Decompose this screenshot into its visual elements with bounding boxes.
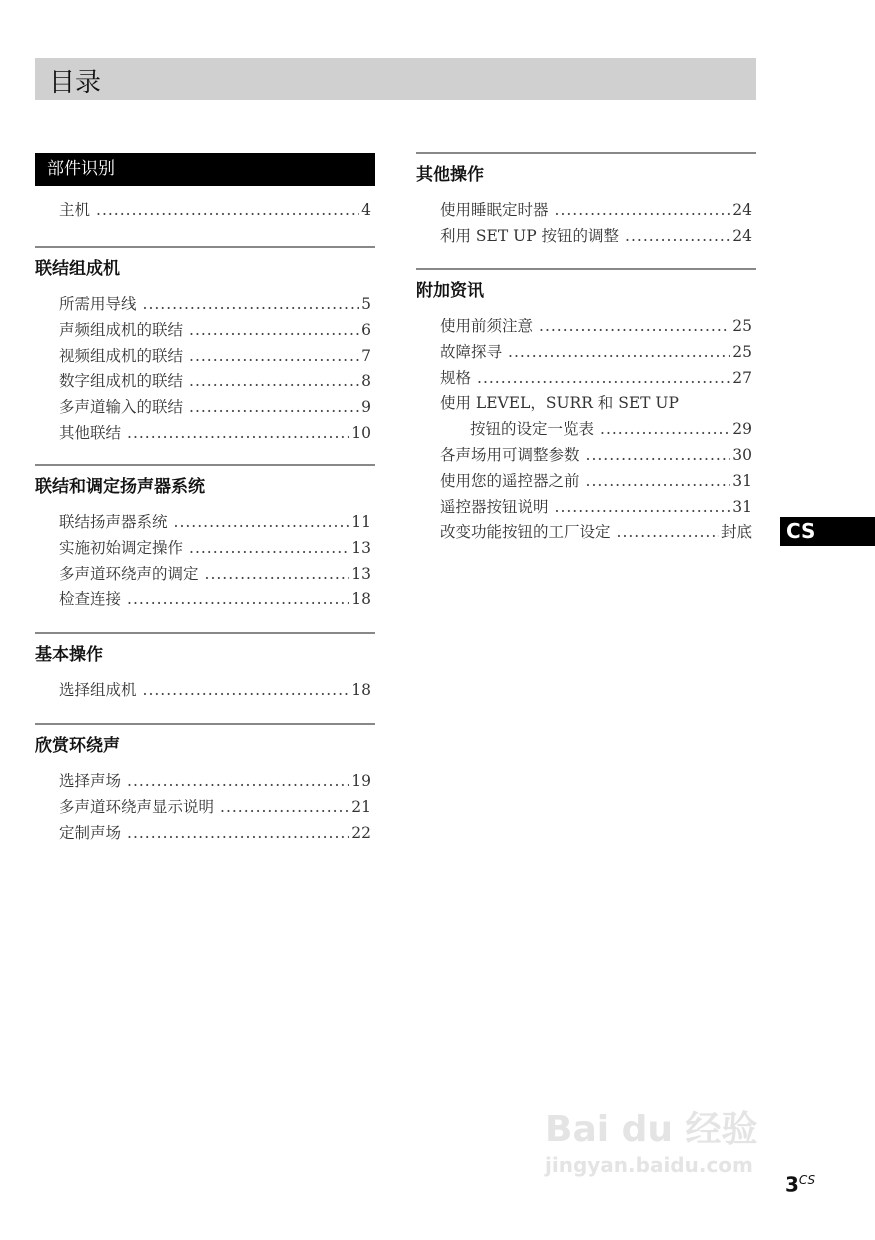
- watermark-url: jingyan.baidu.com: [545, 1153, 753, 1177]
- toc-entry-page: 10: [351, 423, 371, 442]
- section-heading: 联结组成机: [35, 259, 120, 279]
- toc-entry-label: 多声道环绕声的调定: [59, 564, 199, 583]
- toc-entry-label: 主机: [59, 201, 91, 219]
- toc-entry[interactable]: [59, 421, 371, 447]
- section-heading: 基本操作: [35, 645, 103, 665]
- section-heading: 部件识别: [35, 153, 375, 186]
- toc-entries: [35, 198, 375, 224]
- toc-entry[interactable]: [59, 198, 371, 224]
- dot-leader: [174, 510, 350, 536]
- watermark-logo-text: Bai du 经验: [545, 1109, 758, 1150]
- dot-leader: [617, 520, 719, 546]
- dot-leader: [477, 366, 730, 392]
- dot-leader: [127, 421, 349, 447]
- toc-entry[interactable]: [59, 536, 371, 562]
- toc-entry-label: 声频组成机的联结: [59, 320, 184, 339]
- toc-entry-label: 各声场用可调整参数: [440, 445, 580, 464]
- dot-leader: [555, 495, 731, 521]
- dot-leader: [189, 344, 359, 370]
- section-divider: [35, 723, 375, 725]
- toc-entries: [416, 314, 756, 546]
- toc-entry-page: 6: [361, 320, 371, 339]
- toc-entry-page: 30: [732, 445, 752, 464]
- toc-entry-page: 18: [351, 681, 371, 699]
- toc-entry-label: 其他联结: [59, 423, 122, 442]
- toc-entry-page: 4: [361, 201, 371, 219]
- dot-leader: [189, 318, 359, 344]
- toc-entry[interactable]: [440, 198, 752, 224]
- section-divider: [35, 246, 375, 248]
- toc-entry[interactable]: [59, 292, 371, 318]
- toc-entry-label: 检查连接: [59, 590, 122, 609]
- dot-leader: [539, 314, 730, 340]
- toc-entries: [35, 769, 375, 846]
- toc-entry-page: 13: [351, 564, 371, 583]
- toc-entry-page: 31: [732, 471, 752, 490]
- language-tab: CS: [780, 517, 875, 546]
- toc-entry-page: 18: [351, 590, 371, 609]
- toc-entries: [416, 198, 756, 250]
- section-divider: [416, 268, 756, 270]
- dot-leader: [143, 678, 350, 704]
- toc-entries: [35, 678, 375, 704]
- dot-leader: [189, 369, 359, 395]
- toc-entry-label: 实施初始调定操作: [59, 538, 184, 557]
- dot-leader: [127, 769, 349, 795]
- toc-entry[interactable]: [440, 314, 752, 340]
- dot-leader: [127, 821, 349, 847]
- toc-entry-label: 选择组成机: [59, 681, 137, 699]
- toc-entry-page: 24: [732, 201, 752, 219]
- toc-entry-page: 29: [732, 420, 752, 439]
- dot-leader: [96, 198, 359, 224]
- dot-leader: [189, 536, 349, 562]
- toc-entry-page: 21: [351, 797, 371, 816]
- dot-leader: [189, 395, 359, 421]
- toc-entry-label: 多声道环绕声显示说明: [59, 797, 215, 816]
- section-divider: [416, 152, 756, 154]
- toc-entry-page: 27: [732, 368, 752, 387]
- section-heading: 联结和调定扬声器系统: [35, 477, 205, 497]
- dot-leader: [127, 587, 349, 613]
- toc-entry-label: 利用 SET UP 按钮的调整: [440, 226, 620, 245]
- dot-leader: [205, 562, 350, 588]
- toc-entry-label: 故障探寻: [440, 342, 503, 361]
- toc-entry-page: 19: [351, 772, 371, 790]
- toc-entry[interactable]: [59, 678, 371, 704]
- toc-section: [35, 246, 375, 447]
- toc-entry[interactable]: [59, 510, 371, 536]
- toc-entry[interactable]: [440, 366, 752, 392]
- toc-entry-label: 使用睡眠定时器: [440, 201, 549, 219]
- toc-section: [416, 268, 756, 546]
- page-number-suffix: CS: [798, 1173, 816, 1187]
- toc-entry-label-line1[interactable]: 使用 LEVEL，SURR 和 SET UP: [440, 394, 679, 413]
- dot-leader: [625, 224, 730, 250]
- dot-leader: [600, 417, 730, 443]
- dot-leader: [586, 443, 731, 469]
- toc-entry-page: 24: [732, 226, 752, 245]
- toc-entry-label: 数字组成机的联结: [59, 372, 184, 391]
- toc-entry-label: 使用您的遥控器之前: [440, 471, 580, 490]
- section-heading: 其他操作: [416, 165, 484, 185]
- toc-entry-page: 封底: [720, 523, 752, 542]
- toc-section: [35, 723, 375, 846]
- toc-entry-label: 定制声场: [59, 823, 122, 842]
- dot-leader: [143, 292, 360, 318]
- toc-entry-page: 25: [732, 342, 752, 361]
- toc-entry[interactable]: [440, 443, 752, 469]
- toc-entry[interactable]: [440, 469, 752, 495]
- section-divider: [35, 632, 375, 634]
- section-heading: 附加资讯: [416, 281, 484, 301]
- toc-entry-page: 5: [361, 295, 371, 313]
- toc-entry-label: 视频组成机的联结: [59, 346, 184, 365]
- toc-entry[interactable]: [440, 340, 752, 366]
- toc-entries: [35, 292, 375, 447]
- toc-entry-page: 31: [732, 497, 752, 516]
- toc-entry-label: 按钮的设定一览表: [470, 420, 595, 439]
- toc-entry-label: 改变功能按钮的工厂设定: [440, 523, 611, 542]
- toc-section: [416, 152, 756, 250]
- toc-entry[interactable]: [59, 562, 371, 588]
- page-number-value: 3: [785, 1172, 799, 1197]
- dot-leader: [508, 340, 730, 366]
- toc-section: [35, 632, 375, 704]
- toc-entry[interactable]: [59, 795, 371, 821]
- toc-entry-label: 所需用导线: [59, 295, 137, 313]
- toc-entry-page: 11: [351, 513, 371, 531]
- toc-entry[interactable]: [440, 417, 752, 443]
- toc-entry[interactable]: [59, 395, 371, 421]
- toc-entry[interactable]: [440, 224, 752, 250]
- toc-entries: [35, 510, 375, 613]
- toc-entry-label: 选择声场: [59, 772, 122, 790]
- toc-entry-label: 规格: [440, 368, 472, 387]
- toc-entry-label: 使用前须注意: [440, 317, 534, 335]
- page-title: 目录: [49, 68, 102, 98]
- toc-section: [35, 153, 375, 224]
- section-heading: 欣赏环绕声: [35, 736, 120, 756]
- toc-entry[interactable]: [59, 344, 371, 370]
- toc-entry[interactable]: [59, 769, 371, 795]
- toc-entry-page: 9: [361, 398, 371, 417]
- toc-entry-page: 7: [361, 346, 371, 365]
- page-number: [785, 1168, 815, 1197]
- toc-entry-label: 遥控器按钮说明: [440, 497, 549, 516]
- toc-entry-label: 多声道输入的联结: [59, 398, 184, 417]
- toc-entry[interactable]: [440, 495, 752, 521]
- toc-section: [35, 464, 375, 613]
- dot-leader: [555, 198, 731, 224]
- toc-entry[interactable]: [440, 520, 752, 546]
- section-divider: [35, 464, 375, 466]
- page-title-bar: [35, 58, 756, 100]
- toc-entry-page: 25: [732, 317, 752, 335]
- dot-leader: [220, 795, 349, 821]
- toc-entry-page: 13: [351, 538, 371, 557]
- toc-entry[interactable]: [59, 821, 371, 847]
- dot-leader: [586, 469, 731, 495]
- watermark-logo: [545, 1108, 770, 1178]
- toc-entry-page: 22: [351, 823, 371, 842]
- toc-entry[interactable]: [59, 587, 371, 613]
- toc-entry[interactable]: [59, 318, 371, 344]
- toc-entry[interactable]: [59, 369, 371, 395]
- toc-entry-page: 8: [361, 372, 371, 391]
- toc-entry-label: 联结扬声器系统: [59, 513, 168, 531]
